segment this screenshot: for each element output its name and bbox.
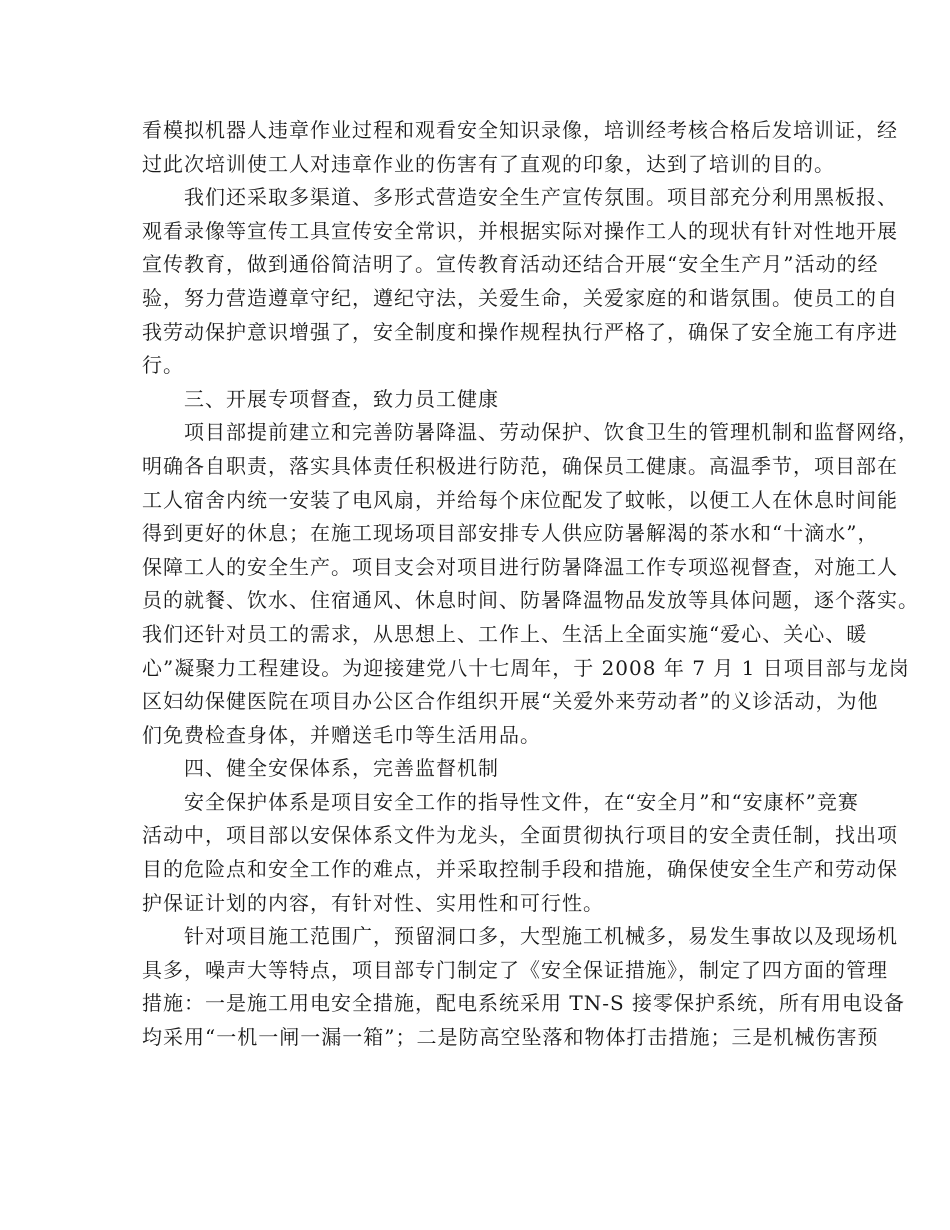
paragraph-start-line: 针对项目施工范围广，预留洞口多，大型施工机械多，易发生事故以及现场机 [184,924,898,949]
text-line: 宣传教育，做到通俗简洁明了。宣传教育活动还结合开展“安全生产月”活动的经 [142,252,879,277]
text-line: 我劳动保护意识增强了，安全制度和操作规程执行严格了，确保了安全施工有序进 [142,319,898,344]
text-line: 员的就餐、饮水、住宿通风、休息时间、防暑降温物品发放等具体问题，逐个落实。 [142,588,919,613]
text-line: 行。 [142,353,184,378]
text-line: 目的危险点和安全工作的难点，并采取控制手段和措施，确保使安全生产和劳动保 [142,857,898,882]
paragraph-start-line: 项目部提前建立和完善防暑降温、劳动保护、饮食卫生的管理机制和监督网络， [184,420,919,445]
section-heading: 三、开展专项督查，致力员工健康 [184,386,499,411]
body-text [142,114,919,1055]
text-line: 得到更好的休息；在施工现场项目部安排专人供应防暑解渴的茶水和“十滴水”， [142,521,879,546]
text-line: 观看录像等宣传工具宣传安全常识，并根据实际对操作工人的现状有针对性地开展 [142,218,898,243]
paragraph-start-line: 安全保护体系是项目安全工作的指导性文件，在“安全月”和“安康杯”竞赛 [184,789,859,814]
text-line: 护保证计划的内容，有针对性、实用性和可行性。 [142,890,604,915]
paragraph-start-line: 我们还采取多渠道、多形式营造安全生产宣传氛围。项目部充分利用黑板报、 [184,185,898,210]
text-line: 措施：一是施工用电安全措施，配电系统采用 TN-S 接零保护系统，所有用电设备 [142,991,906,1016]
text-line: 具多，噪声大等特点，项目部专门制定了《安全保证措施》，制定了四方面的管理 [142,957,888,982]
text-line: 明确各自职责，落实具体责任积极进行防范，确保员工健康。高温季节，项目部在 [142,453,898,478]
text-line: 工人宿舍内统一安装了电风扇，并给每个床位配发了蚊帐，以便工人在休息时间能 [142,487,898,512]
text-line: 活动中，项目部以安保体系文件为龙头，全面贯彻执行项目的安全责任制，找出项 [142,823,898,848]
text-line: 均采用“一机一闸一漏一箱”；二是防高空坠落和物体打击措施；三是机械伤害预 [142,1025,879,1050]
text-line: 心”凝聚力工程建设。为迎接建党八十七周年，于 2008 年 7 月 1 日项目部与龙岗 [142,655,910,680]
section-heading: 四、健全安保体系，完善监督机制 [184,756,499,781]
text-line: 过此次培训使工人对违章作业的伤害有了直观的印象，达到了培训的目的。 [142,151,835,176]
text-line: 验，努力营造遵章守纪，遵纪守法，关爱生命，关爱家庭的和谐氛围。使员工的自 [142,285,898,310]
text-line: 看模拟机器人违章作业过程和观看安全知识录像，培训经考核合格后发培训证，经 [142,118,898,142]
text-line: 我们还针对员工的需求，从思想上、工作上、生活上全面实施“爱心、关心、暖 [142,621,868,646]
text-line: 区妇幼保健医院在项目办公区合作组织开展“关爱外来劳动者”的义诊活动，为他 [142,689,879,714]
text-line: 们免费检查身体，并赠送毛巾等生活用品。 [142,722,541,747]
text-line: 保障工人的安全生产。项目支会对项目进行防暑降温工作专项巡视督查，对施工人 [142,554,898,579]
